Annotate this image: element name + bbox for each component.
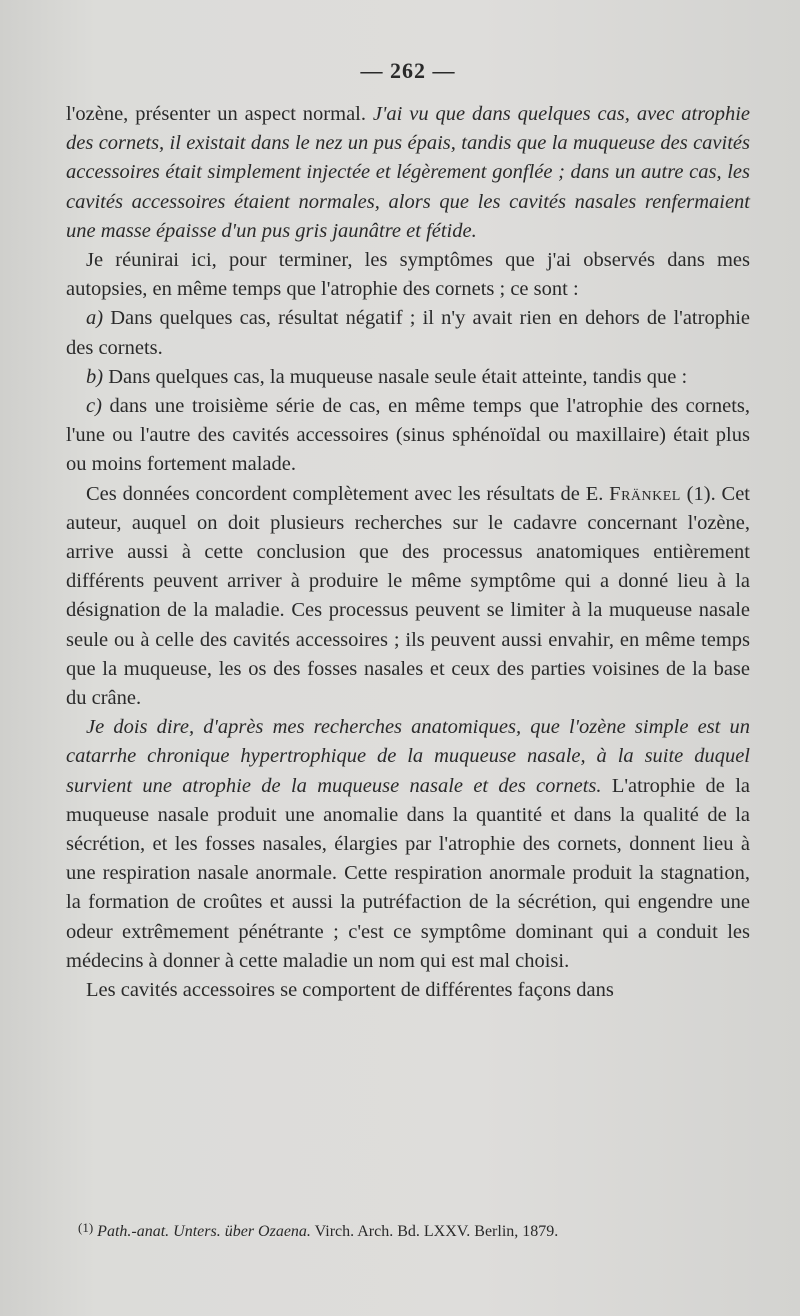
list-text-b: Dans quelques cas, la muqueuse nasale seule était atteinte, tandis que : — [103, 365, 688, 388]
list-item-c — [66, 392, 750, 480]
list-item-a — [66, 304, 750, 362]
list-marker-a: a) — [86, 307, 104, 330]
p6-before-text: Ces données concordent complètement avec les résultats de E. — [86, 482, 610, 505]
list-marker-c: c) — [86, 395, 102, 418]
list-text-c: dans une troisième série de cas, en même temps que l'atrophie des cornets, l'une ou l'autre des cavités accessoires (sinus sphénoïdal ou maxillaire) était plus ou moins fortement malade. — [66, 395, 750, 476]
p1-italic-text: J'ai vu que dans quelques cas, avec atrophie des cornets, il existait dans le nez un pus épais, tandis que la muqueuse des cavités accessoires était simplement injectée et légèrement gonflée ; dans un autre cas, les cavités accessoires étaient normales, alors que les cavités nasales renfermaient une masse épaisse d'un pus gris jaunâtre et fétide. — [66, 103, 750, 242]
body-text — [66, 100, 750, 1005]
list-marker-b: b) — [86, 365, 104, 388]
p1-normal-text: l'ozène, présenter un aspect normal. — [66, 103, 373, 125]
list-text-a: Dans quelques cas, résultat négatif ; il n'y avait rien en dehors de l'atrophie des cornets. — [66, 307, 750, 359]
paragraph-6 — [66, 480, 750, 714]
author-name: Fränkel — [609, 482, 681, 505]
p7-italic-text: Je dois dire, d'après mes recherches anatomiques, que l'ozène simple est un catarrhe chronique hypertrophique de la muqueuse nasale, à la suite duquel survient une atrophie de la muqueuse nasale et des cornets. — [66, 716, 750, 797]
p6-after-text: (1). Cet auteur, auquel on doit plusieurs recherches sur le cadavre concernant l'ozène, arrive aussi à cette conclusion que des processus anatomiques entièrement différents peuvent arriver à produire le même symptôme qui a donné lieu à la désignation de la maladie. Ces processus peuvent se limiter à la muqueuse nasale seule ou à celle des cavités accessoires ; ils peuvent aussi envahir, en même temps que la muqueuse, les os des fosses nasales et ceux des parties voisines de la base du crâne. — [66, 482, 751, 710]
p7-normal-text: L'atrophie de la muqueuse nasale produit une anomalie dans la quantité et dans la qualité de la sécrétion, et les fosses nasales, élargies par l'atrophie des cornets, donnent lieu à une respiration nasale anormale. Cette respiration anormale produit la stagnation, la formation de croûtes et aussi la putréfaction de la sécrétion, qui engendre une odeur extrêmement pénétrante ; c'est ce symptôme dominant qui a conduit les médecins à donner à cette maladie un nom qui est mal choisi. — [66, 774, 750, 972]
page-number: — 262 — — [360, 58, 456, 83]
paragraph-8: Les cavités accessoires se comportent de différentes façons dans — [86, 979, 614, 1002]
paragraph-2: Je réunirai ici, pour terminer, les symptômes que j'ai observés dans mes autopsies, en même temps que l'atrophie des cornets ; ce sont : — [66, 249, 750, 301]
paragraph-1 — [66, 100, 750, 246]
footnote — [78, 1218, 750, 1242]
footnote-ref: (1) — [78, 1220, 94, 1235]
footnote-title: Path.-anat. Unters. über Ozaena. — [97, 1223, 311, 1240]
list-item-b — [66, 363, 750, 392]
paragraph-7 — [66, 713, 750, 976]
footnote-rest: Virch. Arch. Bd. LXXV. Berlin, 1879. — [310, 1223, 559, 1240]
